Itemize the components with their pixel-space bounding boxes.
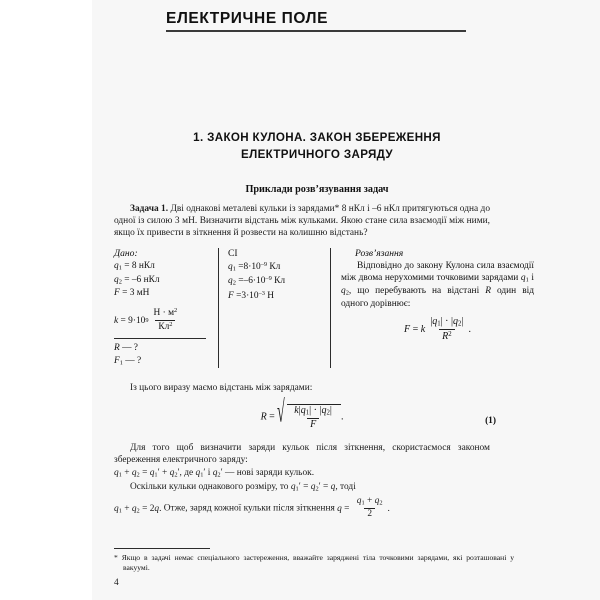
unknown-dash: —	[122, 342, 132, 353]
si-column	[218, 248, 330, 368]
radical-sign: √	[277, 394, 286, 430]
unknown-question: ?	[136, 356, 142, 367]
radicand	[287, 404, 341, 430]
given-symbol: q	[114, 261, 119, 272]
formula-lhs: F	[404, 324, 411, 336]
formula-rel: =	[412, 324, 419, 336]
conservation-final-line	[114, 497, 490, 520]
si-rel: =	[238, 262, 244, 273]
unknown-index: 1	[119, 359, 123, 367]
page-content	[92, 0, 542, 520]
conservation-tail: тоді	[340, 482, 356, 493]
formula-fraction	[427, 317, 466, 342]
footnote	[114, 553, 514, 573]
given-row	[114, 260, 212, 273]
task-statement	[114, 203, 490, 240]
given-row	[114, 274, 212, 287]
si-symbol: q	[228, 262, 233, 273]
unknown-symbol: F	[114, 356, 120, 367]
equation-trail: .	[340, 411, 344, 423]
given-rel: =	[124, 261, 130, 272]
solution-q2: q	[341, 286, 346, 297]
book-page	[92, 0, 600, 600]
section-title-line2: ЕЛЕКТРИЧНОГО ЗАРЯДУ	[241, 147, 393, 161]
given-symbol: q	[114, 274, 119, 285]
constant-unit-den-exp: 2	[169, 321, 173, 329]
given-row	[114, 287, 212, 300]
final-charge-expression: q = $\frac{q_1 + q_2}{2}$ .	[337, 495, 390, 520]
si-mantissa: 3·10	[241, 290, 259, 301]
square-root	[277, 394, 341, 430]
si-index: 2	[232, 279, 236, 287]
si-heading: СІ	[228, 248, 238, 260]
si-exponent: –9	[260, 261, 268, 269]
constant-symbol: k	[114, 315, 119, 326]
conservation-eq-mid: $q_1' = q_2' = q$,	[290, 482, 338, 493]
radicand-numerator: $k|q_1| \cdot |q_2|$	[294, 404, 332, 417]
given-separator-rule	[114, 338, 206, 339]
chapter-header	[92, 6, 542, 28]
final-denominator: 2	[364, 508, 375, 520]
si-row	[228, 289, 330, 303]
conservation-lead: Оскільки кульки однакового розміру, то	[130, 482, 289, 493]
radicand-fraction	[291, 406, 335, 430]
footnote-body	[114, 553, 514, 573]
given-rel: =	[124, 274, 130, 285]
radicand-denominator: F	[307, 418, 319, 431]
given-value: –6 нКл	[131, 274, 160, 285]
given-index: 1	[118, 264, 122, 272]
si-rel: =	[236, 290, 242, 301]
solution-text-part1: Відповідно до закону Кулона сила взаємодії між двома нерухомими точковими зарядами	[341, 261, 534, 284]
formula-numerator: $|q_1| \cdot |q_2|$	[430, 316, 464, 329]
conservation-equation-line: $q_1 + q_2 = q_1' + q_2'$, де $q_1'$ і $q_2'$ — нові заряди кульок.	[114, 468, 315, 479]
examples-subheading: Приклади розв’язування задач	[245, 183, 389, 195]
constant-value: 9·10	[128, 315, 146, 326]
footnote-rule	[114, 548, 210, 549]
final-fraction	[354, 497, 386, 520]
footnote-text: Якщо в задачі немає спеціального застереження, вважайте заряджені тіла точковими зарядами, які розташовані у вакуумі.	[121, 553, 514, 573]
constant-rel: =	[120, 315, 126, 326]
si-exponent: –3	[258, 289, 265, 297]
constant-unit-fraction	[151, 308, 181, 333]
chapter-title: ЕЛЕКТРИЧНЕ ПОЛЕ	[166, 10, 329, 27]
given-column	[114, 248, 218, 368]
solution-q2-index: 2	[345, 289, 349, 297]
equation-number: (1)	[485, 415, 496, 426]
unknown-question: ?	[133, 342, 138, 353]
formula-denominator: $R^2$	[439, 329, 455, 343]
si-symbol: q	[228, 276, 233, 287]
section-number: 1.	[193, 131, 204, 144]
constant-unit-num-text: Н · м	[153, 308, 175, 319]
si-unit: Н	[267, 290, 275, 301]
si-symbol: F	[228, 290, 234, 301]
final-eq-a: $q_1 + q_2 = 2q$.	[114, 503, 162, 515]
constant-unit-numerator	[151, 308, 181, 320]
task-label: Задача 1.	[130, 203, 169, 214]
si-row	[228, 274, 330, 288]
si-index: 1	[232, 265, 236, 273]
solution-R: R	[485, 286, 491, 297]
final-paragraph: Отже, заряд кожної кульки після зіткнення	[163, 503, 335, 514]
si-rel: =	[238, 276, 244, 287]
solution-column	[330, 248, 534, 368]
solution-paragraph	[341, 260, 534, 310]
page-number: 4	[114, 578, 119, 588]
given-rel: =	[122, 287, 128, 298]
coulomb-law-formula	[341, 317, 534, 342]
formula-k: k	[420, 324, 426, 336]
footnote-marker: *	[114, 553, 118, 562]
equation-lead-in: Із цього виразу маємо відстань між зарядами:	[130, 383, 313, 394]
solution-text-part4: один від одного дорівнює:	[341, 286, 534, 310]
si-mantissa: –6·10	[243, 276, 266, 287]
footnote-area	[114, 548, 514, 573]
solution-heading: Розв’язання	[355, 248, 404, 260]
task-statement-text: Дві однакові металеві кульки із зарядами* 8 нКл і –6 нКл притягуються одна до одної із силою 3 мН. Визначити відстань між кульками. Якою стане сила взаємодії між ними, якщо їх привести в зіткнення й розвести на колишню відстань?	[114, 203, 491, 239]
solution-q1: q	[520, 273, 526, 284]
equation-rel: =	[269, 411, 275, 423]
given-value: 8 нКл	[131, 261, 155, 272]
given-heading: Дано:	[114, 248, 138, 260]
si-unit: Кл	[269, 262, 281, 273]
constant-unit-num-exp: 2	[174, 307, 178, 315]
chapter-rule	[166, 30, 466, 32]
unknown-dash: —	[125, 356, 135, 367]
final-numerator: $q_1 + q_2$	[356, 495, 383, 507]
given-value: 3 мН	[129, 287, 150, 298]
si-unit: Кл	[274, 276, 286, 287]
distance-equation	[114, 394, 496, 438]
si-exponent: –9	[265, 275, 272, 283]
solution-q1-index: 1	[525, 277, 529, 285]
unknown-row	[114, 355, 212, 368]
constant-unit-denominator	[155, 320, 175, 333]
constant-exponent: 9	[145, 317, 149, 325]
si-mantissa: 8·10	[243, 262, 261, 273]
formula-trail: .	[468, 324, 471, 336]
section-title-line1: ЗАКОН КУЛОНА. ЗАКОН ЗБЕРЕЖЕННЯ	[207, 131, 441, 144]
given-constant-row	[114, 308, 212, 333]
given-symbol: F	[114, 287, 120, 298]
solution-text-part2: і	[528, 273, 535, 284]
equation-lhs: R	[260, 411, 267, 423]
solution-text-part3: , що перебувають на відстані	[348, 286, 486, 297]
conservation-paragraph-a: Для того щоб визначити заряди кульок після зіткнення, скористаємося законом збереження електричного заряду:	[114, 442, 490, 465]
constant-unit-den-text: Кл	[158, 321, 170, 332]
unknown-row	[114, 342, 212, 355]
conservation-paragraph-b	[114, 481, 490, 494]
given-si-solution-table	[114, 248, 534, 368]
si-row	[228, 260, 330, 274]
section-heading	[92, 130, 542, 164]
unknown-symbol: R	[114, 342, 120, 353]
given-index: 2	[118, 278, 122, 286]
